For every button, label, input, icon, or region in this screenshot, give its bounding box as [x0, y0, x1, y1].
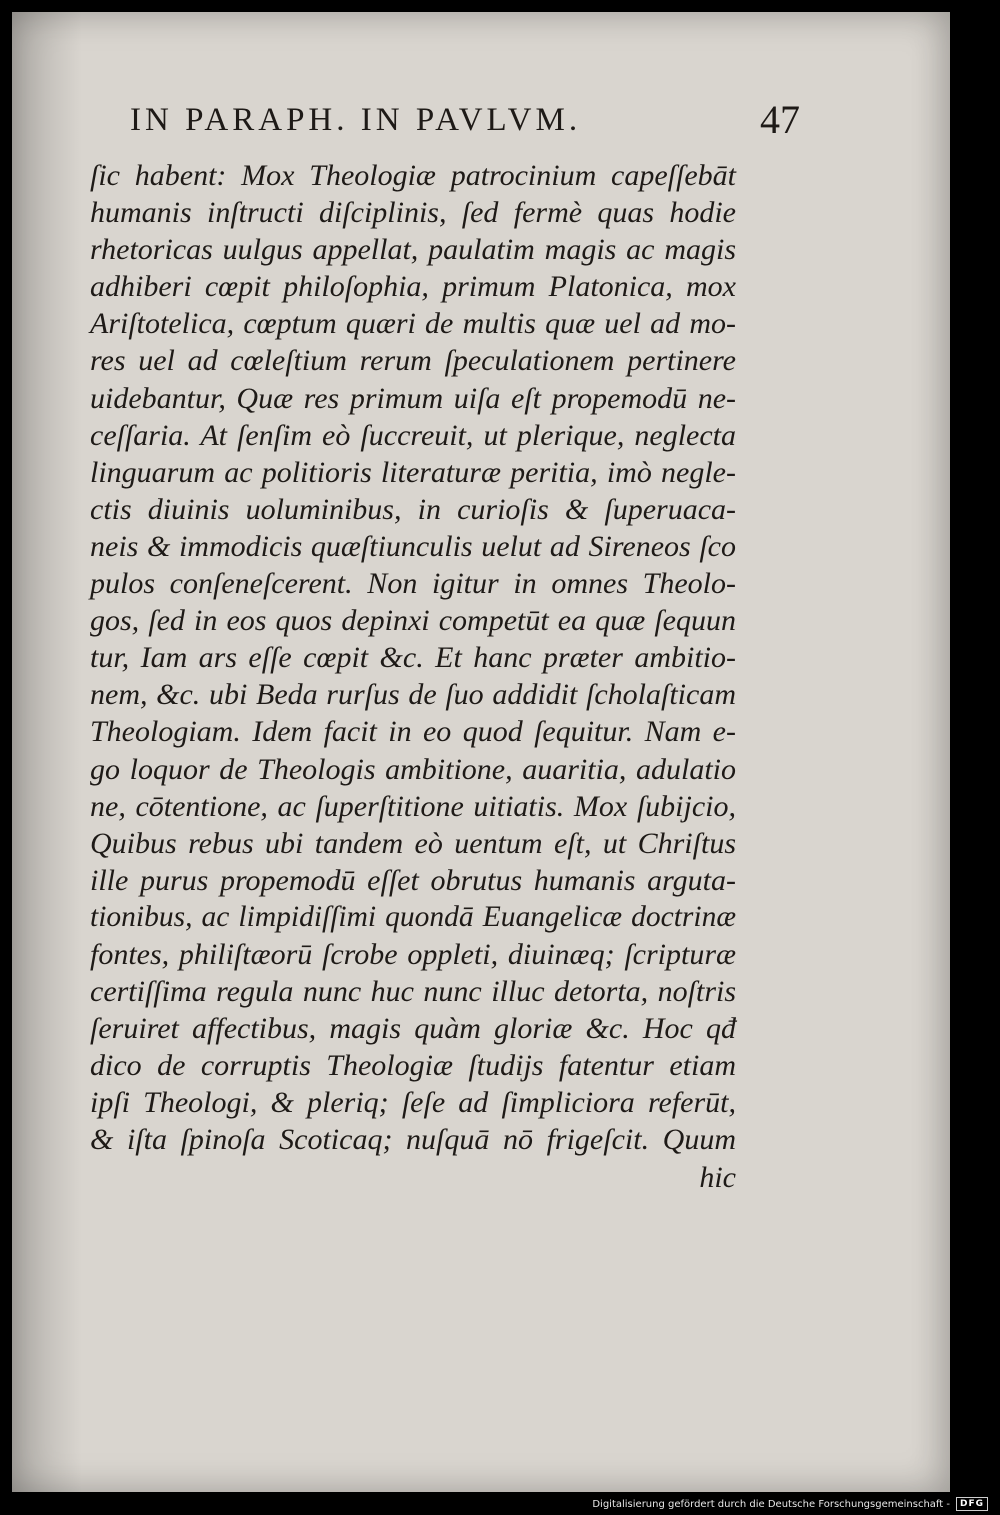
footer-credit: Digitalisierung gefördert durch die Deutsche Forschungsgemeinschaft -: [592, 1498, 950, 1510]
text-line: dico de corruptis Theologiæ ſtudijs fatentur etiam: [90, 1049, 736, 1083]
text-line: ne, cōtentione, ac ſuperſtitione uitiatis. Mox ſubijcio,: [90, 789, 736, 823]
text-line: Quibus rebus ubi tandem eò uentum eſt, ut Chriſtus: [90, 826, 736, 860]
text-line: neis & immodicis quæſtiunculis uelut ad Sireneos ſco: [90, 529, 736, 563]
text-line: adhiberi cœpit philoſophia, primum Platonica, mox: [90, 270, 736, 304]
text-line: certiſſima regula nunc huc nunc illuc detorta, noſtris: [90, 975, 736, 1009]
text-line: uidebantur, Quæ res primum uiſa eſt propemodū ne-: [90, 381, 736, 415]
text-line: ctis diuinis uoluminibus, in curioſis & ſuperuaca-: [90, 492, 736, 526]
text-line: rhetoricas uulgus appellat, paulatim magis ac magis: [90, 233, 736, 267]
text-line: ille purus propemodū eſſet obrutus humanis arguta-: [90, 863, 736, 897]
text-line: go loquor de Theologis ambitione, auaritia, adulatio: [90, 752, 736, 786]
text-line: ſic habent: Mox Theologiæ patrocinium capeſſebāt: [90, 159, 736, 192]
text-line: fontes, philiſtæorū ſcrobe oppleti, diuinæq; ſcripturæ: [90, 937, 736, 971]
text-line: ſeruiret affectibus, magis quàm gloriæ &c. Hoc qđ: [90, 1012, 736, 1046]
text-line: ipſi Theologi, & pleriq; ſeſe ad ſimpliciora referūt,: [90, 1086, 736, 1120]
book-page: [12, 12, 950, 1492]
text-line: tur, Iam ars eſſe cœpit &c. Et hanc præter ambitio-: [90, 641, 736, 675]
text-line: linguarum ac politioris literaturæ peritia, imò negle-: [90, 455, 736, 489]
text-line: Theologiam. Idem facit in eo quod ſequitur. Nam e-: [90, 715, 736, 749]
text-line: humanis inſtructi diſciplinis, ſed fermè quas hodie: [90, 196, 736, 230]
text-line: nem, &c. ubi Beda rurſus de ſuo addidit ſcholaſticam: [90, 678, 736, 712]
text-line: res uel ad cœleſtium rerum ſpeculationem pertinere: [90, 344, 736, 378]
digitization-footer: [592, 1495, 988, 1513]
text-line: hic: [699, 1160, 736, 1194]
body-text: [90, 157, 736, 1196]
page-number: 47: [760, 97, 800, 142]
text-line: & iſta ſpinoſa Scoticaq; nuſquā nō frigeſcit. Quum: [90, 1123, 736, 1157]
text-line: tionibus, ac limpidiſſimi quondā Euangelicæ doctrinæ: [90, 900, 736, 933]
running-title: IN PARAPH. IN PAVLVM.: [130, 102, 582, 138]
text-line: gos, ſed in eos quos depinxi competūt ea quæ ſequun: [90, 604, 736, 638]
text-line: pulos conſeneſcerent. Non igitur in omnes Theolo-: [90, 567, 736, 601]
text-line: Ariſtotelica, cœptum quæri de multis quæ uel ad mo-: [90, 307, 736, 341]
dfg-logo-icon: DFG: [956, 1497, 988, 1511]
page-header: [130, 97, 800, 146]
text-line: ceſſaria. At ſenſim eò ſuccreuit, ut plerique, neglecta: [90, 418, 736, 452]
